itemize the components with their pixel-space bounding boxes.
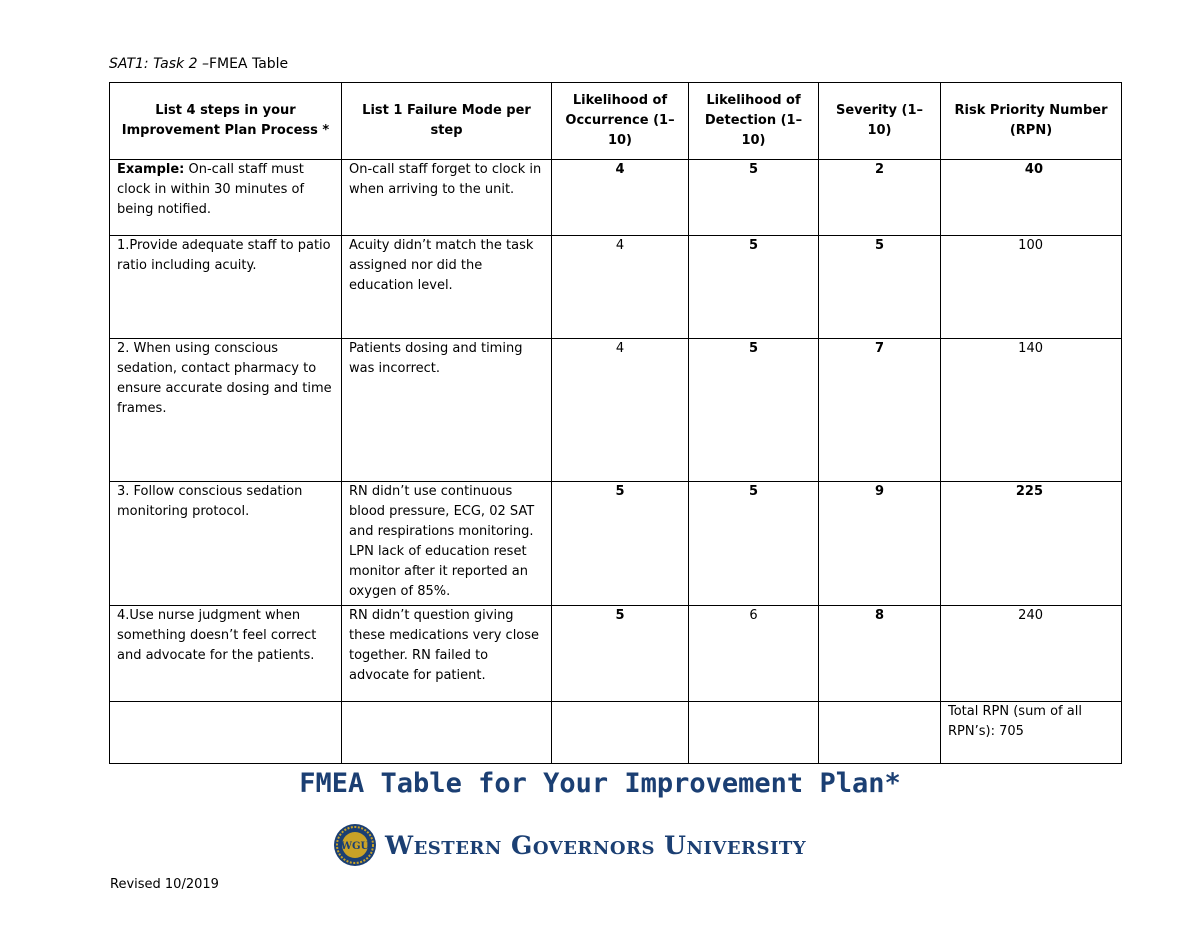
empty-cell bbox=[342, 702, 552, 764]
empty-cell bbox=[689, 702, 819, 764]
occurrence-cell: 4 bbox=[552, 339, 689, 482]
failure-cell: Acuity didn’t match the task assigned nor did the education level. bbox=[342, 236, 552, 339]
footer-title: FMEA Table for Your Improvement Plan* bbox=[299, 768, 901, 799]
failure-cell: RN didn’t use continuous blood pressure, ECG, 02 SAT and respirations monitoring. LPN lack of education reset monitor after it reported an oxygen of 85%. bbox=[342, 482, 552, 606]
rpn-cell: 140 bbox=[941, 339, 1122, 482]
column-header-occurrence: Likelihood of Occurrence (1–10) bbox=[552, 83, 689, 160]
severity-cell: 5 bbox=[819, 236, 941, 339]
failure-cell: RN didn’t question giving these medications very close together. RN failed to advocate for patient. bbox=[342, 606, 552, 702]
wgu-logo bbox=[333, 823, 806, 867]
empty-cell bbox=[552, 702, 689, 764]
detection-cell: 6 bbox=[689, 606, 819, 702]
column-header-steps: List 4 steps in your Improvement Plan Process * bbox=[110, 83, 342, 160]
severity-cell: 9 bbox=[819, 482, 941, 606]
step-cell: 4.Use nurse judgment when something doesn’t feel correct and advocate for the patients. bbox=[110, 606, 342, 702]
table-row bbox=[110, 339, 1122, 482]
step-cell: 1.Provide adequate staff to patio ratio including acuity. bbox=[110, 236, 342, 339]
table-row bbox=[110, 236, 1122, 339]
detection-cell: 5 bbox=[689, 236, 819, 339]
column-header-rpn: Risk Priority Number (RPN) bbox=[941, 83, 1122, 160]
severity-cell: 7 bbox=[819, 339, 941, 482]
example-severity-cell: 2 bbox=[819, 160, 941, 236]
example-step-text: On-call staff must clock in within 30 minutes of being notified. bbox=[117, 162, 305, 217]
table-header-row bbox=[110, 83, 1122, 160]
column-header-failure-mode: List 1 Failure Mode per step bbox=[342, 83, 552, 160]
university-seal-icon bbox=[333, 823, 377, 867]
total-row bbox=[110, 702, 1122, 764]
column-header-detection: Likelihood of Detection (1–10) bbox=[689, 83, 819, 160]
table-row bbox=[110, 482, 1122, 606]
empty-cell bbox=[110, 702, 342, 764]
detection-cell: 5 bbox=[689, 339, 819, 482]
fmea-table bbox=[109, 82, 1122, 764]
total-rpn-cell: Total RPN (sum of all RPN’s): 705 bbox=[941, 702, 1122, 764]
example-step-cell bbox=[110, 160, 342, 236]
example-occurrence-cell: 4 bbox=[552, 160, 689, 236]
severity-cell: 8 bbox=[819, 606, 941, 702]
rpn-cell: 240 bbox=[941, 606, 1122, 702]
detection-cell: 5 bbox=[689, 482, 819, 606]
column-header-severity: Severity (1–10) bbox=[819, 83, 941, 160]
failure-cell: Patients dosing and timing was incorrect. bbox=[342, 339, 552, 482]
header-prefix: SAT1: Task 2 – bbox=[109, 56, 209, 72]
occurrence-cell: 4 bbox=[552, 236, 689, 339]
example-failure-cell: On-call staff forget to clock in when arriving to the unit. bbox=[342, 160, 552, 236]
step-cell: 3. Follow conscious sedation monitoring protocol. bbox=[110, 482, 342, 606]
header-suffix: FMEA Table bbox=[208, 56, 289, 72]
occurrence-cell: 5 bbox=[552, 606, 689, 702]
empty-cell bbox=[819, 702, 941, 764]
rpn-cell: 100 bbox=[941, 236, 1122, 339]
table-row bbox=[110, 606, 1122, 702]
occurrence-cell: 5 bbox=[552, 482, 689, 606]
rpn-cell: 225 bbox=[941, 482, 1122, 606]
step-cell: 2. When using conscious sedation, contact pharmacy to ensure accurate dosing and time frames. bbox=[110, 339, 342, 482]
document-header bbox=[109, 56, 288, 72]
seal-letters: WGU bbox=[340, 841, 370, 852]
example-detection-cell: 5 bbox=[689, 160, 819, 236]
example-rpn-cell: 40 bbox=[941, 160, 1122, 236]
example-label: Example: bbox=[117, 162, 185, 177]
logo-wordmark: Western Governors University bbox=[385, 830, 807, 860]
revised-date: Revised 10/2019 bbox=[110, 877, 219, 892]
example-row bbox=[110, 160, 1122, 236]
